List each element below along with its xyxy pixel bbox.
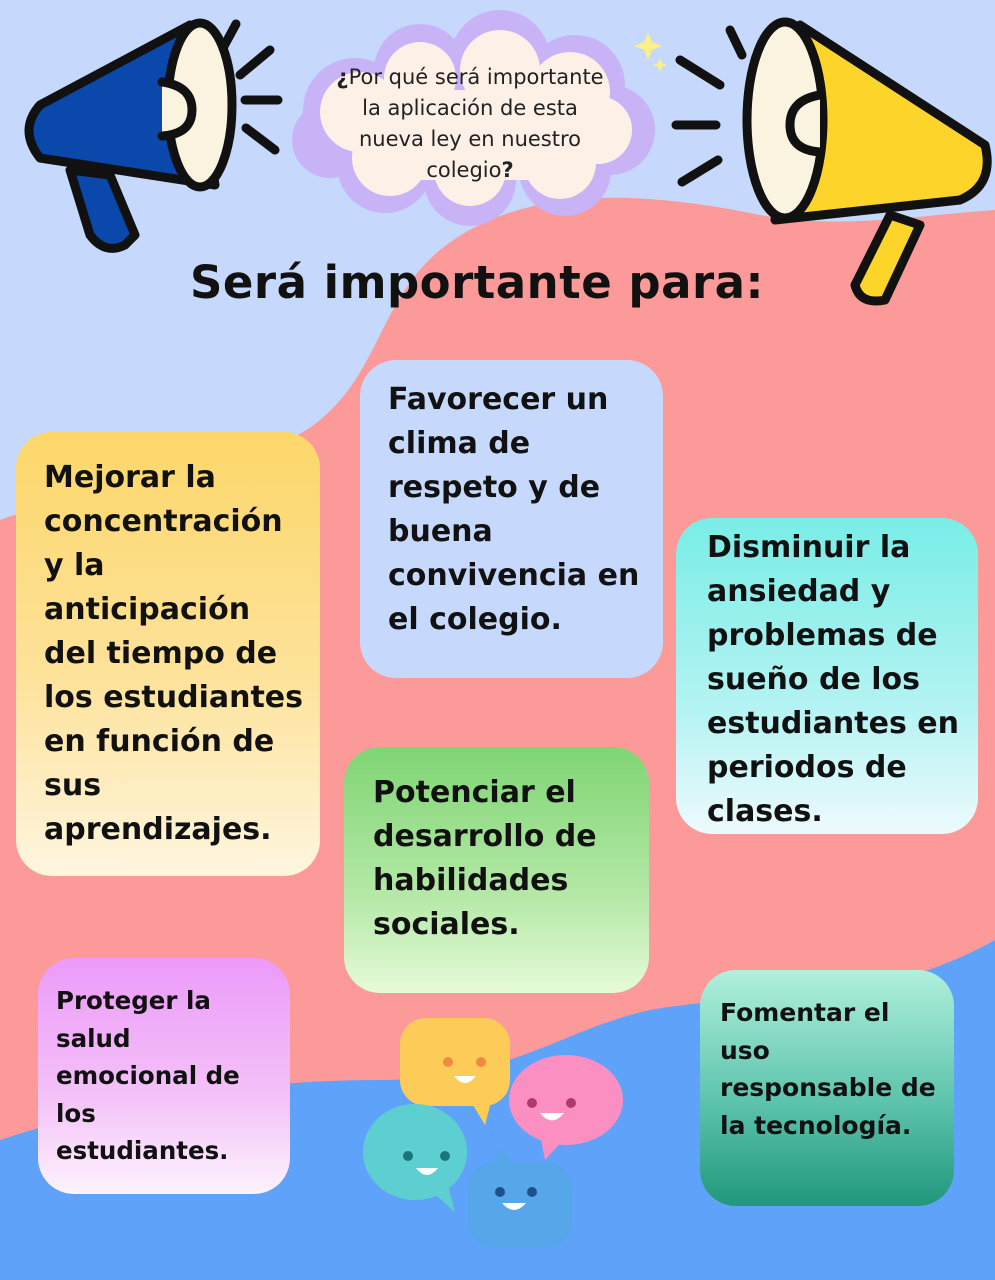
card-line: convivencia en [388,558,640,593]
card-line: sueño de los [707,662,920,697]
card-line: aprendizajes. [44,812,272,847]
card-line: emocional de [56,1061,240,1091]
card-line: Disminuir la [707,530,911,565]
card-line: Fomentar el [720,998,890,1027]
card-line: los [56,1098,96,1128]
card-line: concentración [44,504,283,539]
card-line: Potenciar el [373,775,576,810]
card-line: y la [44,548,105,583]
bubble-blue [468,1148,572,1248]
card-line: clima de [388,426,531,461]
cloud-question-text: Por qué será importante la aplicación de esta nueva ley en nuestro colegio [348,65,604,182]
card-line: anticipación [44,592,251,627]
card-line: buena [388,514,493,549]
card-line: la tecnología. [720,1110,912,1140]
card-line: desarrollo de [373,819,597,854]
card-line: habilidades [373,863,569,898]
card-line: problemas de [707,618,938,653]
card-line: ansiedad y [707,574,891,609]
card-line: Proteger la [56,986,211,1015]
card-line: estudiantes. [56,1136,229,1166]
page-title: Será importante para: [190,256,765,309]
card-line: responsable de [720,1073,936,1103]
card-line: sociales. [373,907,520,942]
question-mark-close: ? [501,158,514,182]
card-line: respeto y de [388,470,601,505]
card-line: del tiempo de [44,636,278,671]
card-line: el colegio. [388,602,562,637]
card-line: periodos de [707,750,907,785]
card-line: sus [44,768,102,803]
card-line: los estudiantes [44,680,303,715]
card-line: uso [720,1035,770,1065]
bubble-teal [363,1104,467,1212]
bubble-pink [509,1055,623,1160]
card-line: Favorecer un [388,382,609,417]
card-line: salud [56,1023,131,1053]
card-line: estudiantes en [707,706,959,741]
question-mark-open: ¿ [336,65,349,89]
card-line: Mejorar la [44,460,216,495]
card-line: en función de [44,724,275,759]
card-line: clases. [707,794,823,829]
